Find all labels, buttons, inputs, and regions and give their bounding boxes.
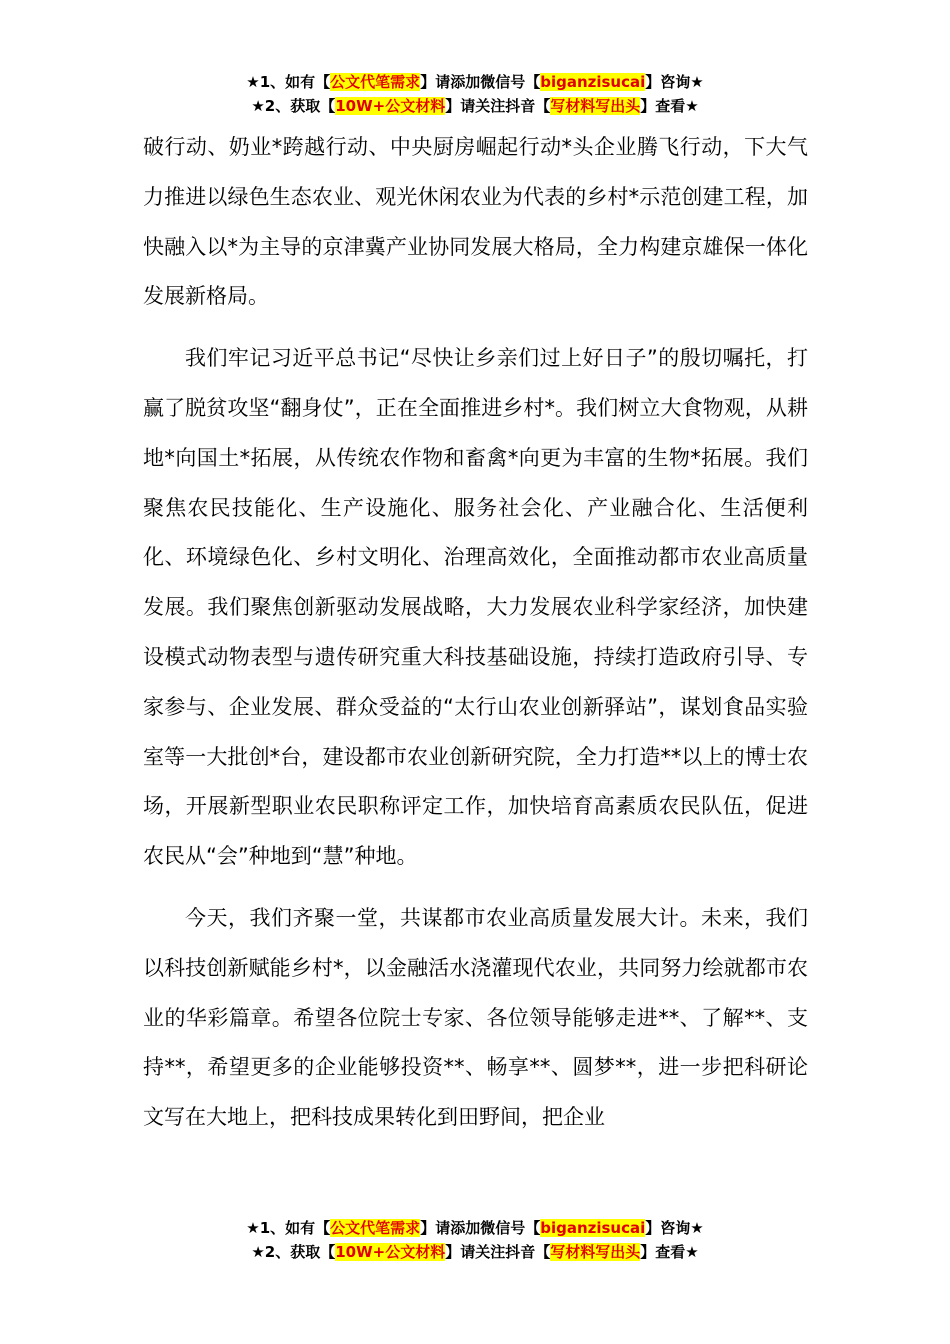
- paragraph: 我们牢记习近平总书记“尽快让乡亲们过上好日子”的殷切嘱托，打赢了脱贫攻坚“翻身仗”，正在全面推进乡村*。我们树立大食物观，从耕地*向国土*拓展，从传统农作物和畜禽*向更为丰富的生物*拓展。我们聚焦农民技能化、生产设施化、服务社会化、产业融合化、生活便利化、环境绿色化、乡村文明化、治理高效化，全面推动都市农业高质量发展。我们聚焦创新驱动发展战略，大力发展农业科学家经济，加快建设模式动物表型与遗传研究重大科技基础设施，持续打造政府引导、专家参与、企业发展、群众受益的“太行山农业创新驿站”，谋划食品实验室等一大批创*台，建设都市农业创新研究院，全力打造**以上的博士农场，开展新型职业农民职称评定工作，加快培育高素质农民队伍，促进农民从“会”种地到“慧”种地。: [143, 346, 808, 869]
- document-body: [143, 123, 808, 1143]
- paragraph-continued: 破行动、奶业*跨越行动、中央厨房崛起行动*头企业腾飞行动，下大气力推进以绿色生态农业、观光休闲农业为代表的乡村*示范创建工程，加快融入以*为主导的京津冀产业协同发展大格局，全力构建京雄保一体化发展新格局。: [143, 135, 808, 309]
- footer-banner: [0, 1216, 950, 1264]
- banner-line-1: [0, 70, 950, 94]
- banner-text: 】请关注抖音【: [445, 1243, 551, 1261]
- banner-text: 】咨询★: [645, 1219, 704, 1237]
- banner-text: 】请关注抖音【: [445, 97, 551, 115]
- banner-line-2: [0, 94, 950, 118]
- banner-highlight: 10W+公文材料: [335, 1243, 446, 1261]
- banner-text: 】查看★: [640, 97, 699, 115]
- banner-highlight: biganzisucai: [540, 1219, 646, 1237]
- banner-highlight: 公文代笔需求: [330, 73, 421, 91]
- banner-text: ★2、获取【: [251, 97, 336, 115]
- banner-text: 】咨询★: [645, 73, 704, 91]
- header-banner: [0, 70, 950, 118]
- banner-line-1: [0, 1216, 950, 1240]
- banner-highlight: biganzisucai: [540, 73, 646, 91]
- banner-text: ★2、获取【: [251, 1243, 336, 1261]
- banner-highlight: 写材料写出头: [550, 1243, 641, 1261]
- banner-text: ★1、如有【: [246, 1219, 331, 1237]
- paragraph: 今天，我们齐聚一堂，共谋都市农业高质量发展大计。未来，我们以科技创新赋能乡村*，以金融活水浇灌现代农业，共同努力绘就都市农业的华彩篇章。希望各位院士专家、各位领导能够走进**、了解**、支持**，希望更多的企业能够投资**、畅享**、圆梦**，进一步把科研论文写在大地上，把科技成果转化到田野间，把企业: [143, 905, 808, 1130]
- banner-highlight: 公文代笔需求: [330, 1219, 421, 1237]
- banner-text: 】请添加微信号【: [420, 1219, 541, 1237]
- banner-highlight: 写材料写出头: [550, 97, 641, 115]
- banner-text: 】查看★: [640, 1243, 699, 1261]
- banner-text: ★1、如有【: [246, 73, 331, 91]
- banner-line-2: [0, 1240, 950, 1264]
- banner-highlight: 10W+公文材料: [335, 97, 446, 115]
- banner-text: 】请添加微信号【: [420, 73, 541, 91]
